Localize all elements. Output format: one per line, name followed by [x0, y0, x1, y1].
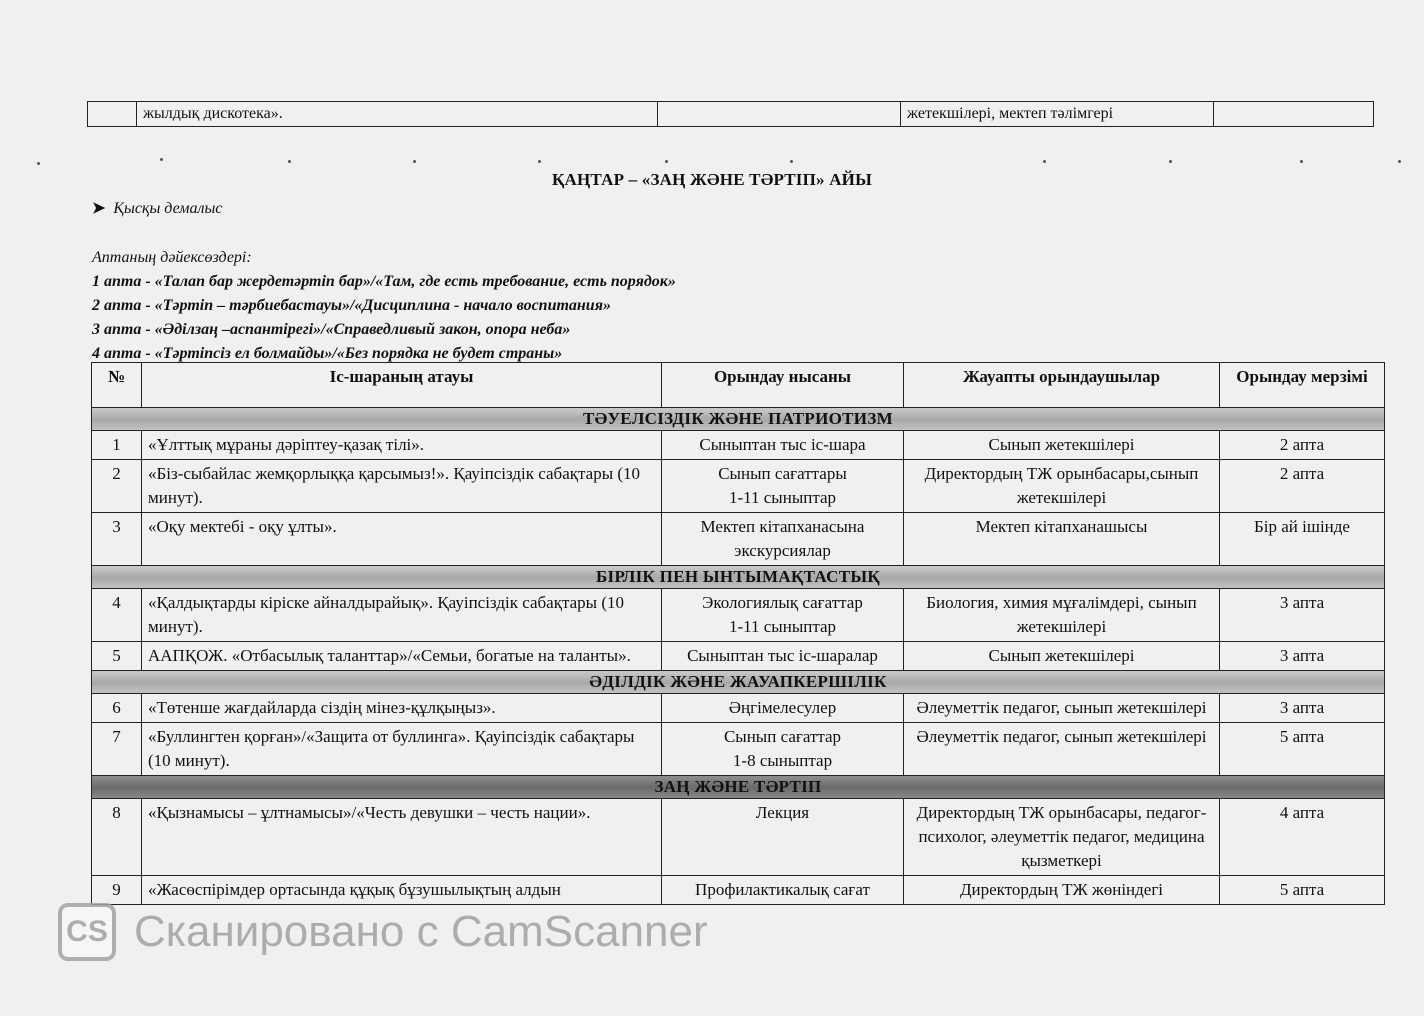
cell-form: Сыныптан тыс іс-шара	[662, 431, 904, 460]
cell-name: жылдық дискотека».	[137, 102, 658, 127]
cell-num: 6	[92, 694, 142, 723]
header-name: Іс-шараның атауы	[142, 363, 662, 408]
cell-name: «Біз-сыбайлас жемқорлыққа қарсымыз!». Қауіпсіздік сабақтары (10 минут).	[142, 460, 662, 513]
cell-term: 3 апта	[1220, 642, 1385, 671]
cell-num	[88, 102, 137, 127]
scan-speck	[288, 160, 291, 163]
quote-week-3: 3 апта - «Әділзаң –аспантірегі»/«Справедливый закон, опора неба»	[92, 321, 571, 338]
cell-term: 2 апта	[1220, 460, 1385, 513]
events-table	[91, 362, 1385, 905]
cell-responsible: Сынып жетекшілері	[904, 642, 1220, 671]
scan-speck	[413, 160, 416, 163]
scan-speck	[665, 160, 668, 163]
section-title: БІРЛІК ПЕН ЫНТЫМАҚТАСТЫҚ	[92, 566, 1385, 589]
cell-form: Экологиялық сағаттар 1-11 сыныптар	[662, 589, 904, 642]
scan-speck	[1169, 160, 1172, 163]
cell-responsible: Әлеуметтік педагог, сынып жетекшілері	[904, 723, 1220, 776]
cell-form: Профилактикалық сағат	[662, 876, 904, 905]
section-row	[92, 566, 1385, 589]
cell-term: 3 апта	[1220, 589, 1385, 642]
cell-name: «Ұлттық мұраны дәріптеу-қазақ тілі».	[142, 431, 662, 460]
table-header-row	[92, 363, 1385, 408]
camscanner-logo-icon: CS	[58, 903, 116, 961]
cell-form: Сынып сағаттар 1-8 сыныптар	[662, 723, 904, 776]
cell-num: 4	[92, 589, 142, 642]
cell-term: 5 апта	[1220, 876, 1385, 905]
scan-speck	[160, 158, 163, 161]
section-title: ӘДІЛДІК ЖӘНЕ ЖАУАПКЕРШІЛІК	[92, 671, 1385, 694]
table-row	[92, 694, 1385, 723]
cell-responsible: Биология, химия мұғалімдері, сынып жетекшілері	[904, 589, 1220, 642]
header-num: №	[92, 363, 142, 408]
table-row	[92, 799, 1385, 876]
cell-term: 4 апта	[1220, 799, 1385, 876]
cell-form: Әңгімелесулер	[662, 694, 904, 723]
cell-name: «Төтенше жағдайларда сіздің мінез-құлқыңыз».	[142, 694, 662, 723]
section-row	[92, 776, 1385, 799]
cell-name: «Қызнамысы – ұлтнамысы»/«Честь девушки – честь нации».	[142, 799, 662, 876]
cell-num: 3	[92, 513, 142, 566]
watermark-text: Сканировано с CamScanner	[134, 907, 708, 956]
cell-responsible: Директордың ТЖ орынбасары,сынып жетекшілері	[904, 460, 1220, 513]
cell-num: 9	[92, 876, 142, 905]
cell-form: Лекция	[662, 799, 904, 876]
quote-week-1: 1 апта - «Талап бар жердетәртіп бар»/«Там, где есть требование, есть порядок»	[92, 273, 676, 290]
section-row	[92, 671, 1385, 694]
table-row	[92, 513, 1385, 566]
scan-speck	[538, 160, 541, 163]
camscanner-watermark	[58, 903, 708, 961]
cell-name: «Оқу мектебі - оқу ұлты».	[142, 513, 662, 566]
scan-speck	[37, 162, 40, 165]
table-row	[88, 102, 1374, 127]
cell-name: ААПҚОЖ. «Отбасылық таланттар»/«Семьи, богатые на таланты».	[142, 642, 662, 671]
header-term: Орындау мерзімі	[1220, 363, 1385, 408]
scan-speck	[790, 160, 793, 163]
quote-week-4: 4 апта - «Тәртіпсіз ел болмайды»/«Без порядка не будет страны»	[92, 345, 563, 362]
table-row	[92, 460, 1385, 513]
scan-speck	[1300, 160, 1303, 163]
holiday-note	[92, 198, 222, 218]
month-heading: ҚАҢТАР – «ЗАҢ ЖӘНЕ ТӘРТІП» АЙЫ	[552, 170, 872, 189]
cell-num: 8	[92, 799, 142, 876]
cell-form	[658, 102, 901, 127]
header-form: Орындау нысаны	[662, 363, 904, 408]
cell-responsible: Директордың ТЖ орынбасары, педагог-психолог, әлеуметтік педагог, медицина қызметкері	[904, 799, 1220, 876]
cell-name: «Буллингтен қорған»/«Защита от буллинга». Қауіпсіздік сабақтары (10 минут).	[142, 723, 662, 776]
table-row	[92, 642, 1385, 671]
header-responsible: Жауапты орындаушылар	[904, 363, 1220, 408]
section-title: ЗАҢ ЖӘНЕ ТӘРТІП	[92, 776, 1385, 799]
cell-num: 7	[92, 723, 142, 776]
quote-week-2: 2 апта - «Тәртіп – тәрбиебастауы»/«Дисциплина - начало воспитания»	[92, 297, 611, 314]
table-row	[92, 876, 1385, 905]
previous-page-row-table	[87, 101, 1374, 127]
table-row	[92, 723, 1385, 776]
cell-num: 5	[92, 642, 142, 671]
cell-term	[1214, 102, 1374, 127]
cell-term: 5 апта	[1220, 723, 1385, 776]
cell-term: Бір ай ішінде	[1220, 513, 1385, 566]
cell-num: 1	[92, 431, 142, 460]
quotes-intro: Аптаның дәйексөздері:	[92, 249, 252, 266]
table-row	[92, 431, 1385, 460]
cell-num: 2	[92, 460, 142, 513]
scan-speck	[1398, 160, 1401, 163]
cell-name: «Қалдықтарды кіріске айналдырайық». Қауіпсіздік сабақтары (10 минут).	[142, 589, 662, 642]
section-row	[92, 408, 1385, 431]
cell-responsible: Директордың ТЖ жөніндегі	[904, 876, 1220, 905]
cell-form: Сыныптан тыс іс-шаралар	[662, 642, 904, 671]
arrow-bullet-icon: ➤	[92, 200, 106, 217]
holiday-text: Қысқы демалыс	[113, 200, 223, 217]
table-row	[92, 589, 1385, 642]
cell-form: Сынып сағаттары 1-11 сыныптар	[662, 460, 904, 513]
cell-form: Мектеп кітапханасына экскурсиялар	[662, 513, 904, 566]
section-title: ТӘУЕЛСІЗДІК ЖӘНЕ ПАТРИОТИЗМ	[92, 408, 1385, 431]
cell-name: «Жасөспірімдер ортасында құқық бұзушылықтың алдын	[142, 876, 662, 905]
cell-responsible: Әлеуметтік педагог, сынып жетекшілері	[904, 694, 1220, 723]
weekly-quotes	[92, 246, 676, 366]
cell-responsible: Мектеп кітапханашысы	[904, 513, 1220, 566]
cell-term: 3 апта	[1220, 694, 1385, 723]
cell-responsible: Сынып жетекшілері	[904, 431, 1220, 460]
cell-term: 2 апта	[1220, 431, 1385, 460]
scan-speck	[1043, 160, 1046, 163]
cell-responsible: жетекшілері, мектеп тәлімгері	[901, 102, 1214, 127]
